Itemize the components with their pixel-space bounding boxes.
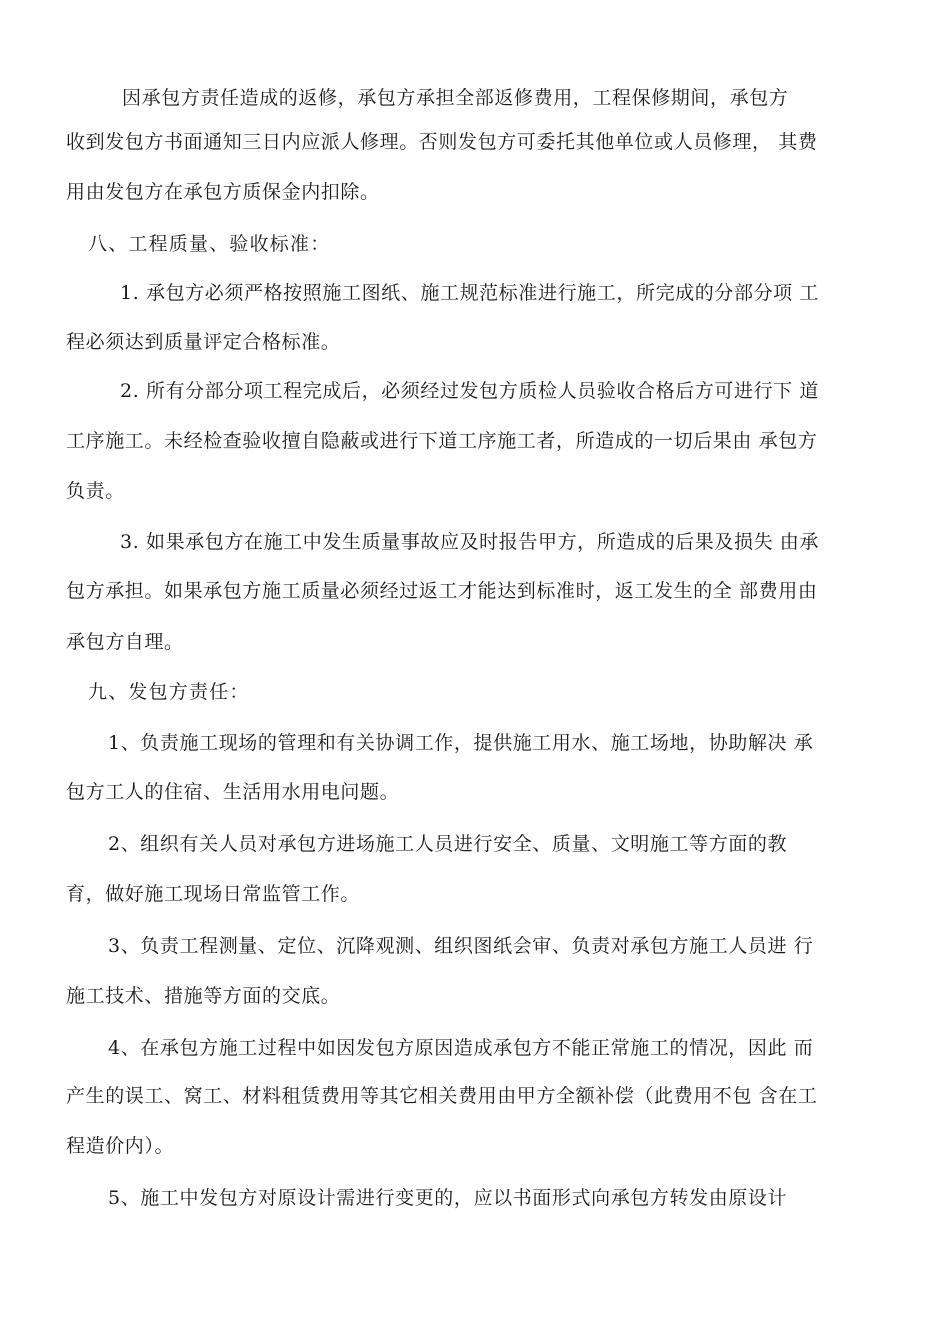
section-9-item-1-line-1: 1、负责施工现场的管理和有关协调工作，提供施工用水、施工场地，协助解决 承 <box>108 732 814 754</box>
section-8-item-2-line-1: 2. 所有分部分项工程完成后，必须经过发包方质检人员验收合格后方可进行下 道 <box>120 380 820 402</box>
section-9-item-2-line-2: 育，做好施工现场日常监管工作。 <box>66 883 361 905</box>
section-8-item-2-line-2: 工序施工。未经检查验收擅自隐蔽或进行下道工序施工者，所造成的一切后果由 承包方 <box>66 430 818 452</box>
section-8-item-2-line-3: 负责。 <box>66 480 125 502</box>
section-9-item-4-line-3: 程造价内）。 <box>66 1135 175 1157</box>
section-8-heading: 八、工程质量、验收标准： <box>88 233 331 255</box>
section-8-item-1-line-2: 程必须达到质量评定合格标准。 <box>66 331 341 353</box>
section-9-heading: 九、发包方责任： <box>88 681 250 703</box>
section-8-item-1-line-1: 1. 承包方必须严格按照施工图纸、施工规范标准进行施工，所完成的分部分项 工 <box>120 282 820 304</box>
section-9-item-3-line-2: 施工技术、措施等方面的交底。 <box>66 985 341 1007</box>
intro-line-3: 用由发包方在承包方质保金内扣除。 <box>66 181 380 203</box>
section-9-item-5-line-1: 5、施工中发包方对原设计需进行变更的，应以书面形式向承包方转发由原设计 <box>108 1187 788 1209</box>
section-9-item-3-line-1: 3、负责工程测量、定位、沉降观测、组织图纸会审、负责对承包方施工人员进 行 <box>108 935 814 957</box>
intro-line-1: 因承包方责任造成的返修，承包方承担全部返修费用，工程保修期间，承包方 <box>122 87 789 109</box>
section-9-item-4-line-2: 产生的误工、窝工、材料租赁费用等其它相关费用由甲方全额补偿（此费用不包 含在工 <box>66 1085 818 1107</box>
section-8-item-3-line-2: 包方承担。如果承包方施工质量必须经过返工才能达到标准时，返工发生的全 部费用由 <box>66 580 818 602</box>
section-9-item-2-line-1: 2、组织有关人员对承包方进场施工人员进行安全、质量、文明施工等方面的教 <box>108 833 788 855</box>
intro-line-2: 收到发包方书面通知三日内应派人修理。否则发包方可委托其他单位或人员修理， 其费 <box>66 131 818 153</box>
section-8-item-3-line-1: 3. 如果承包方在施工中发生质量事故应及时报告甲方，所造成的后果及损失 由承 <box>120 531 820 553</box>
section-8-item-3-line-3: 承包方自理。 <box>66 631 184 653</box>
section-9-item-1-line-2: 包方工人的住宿、生活用水用电问题。 <box>66 781 400 803</box>
section-9-item-4-line-1: 4、在承包方施工过程中如因发包方原因造成承包方不能正常施工的情况，因此 而 <box>108 1037 814 1059</box>
